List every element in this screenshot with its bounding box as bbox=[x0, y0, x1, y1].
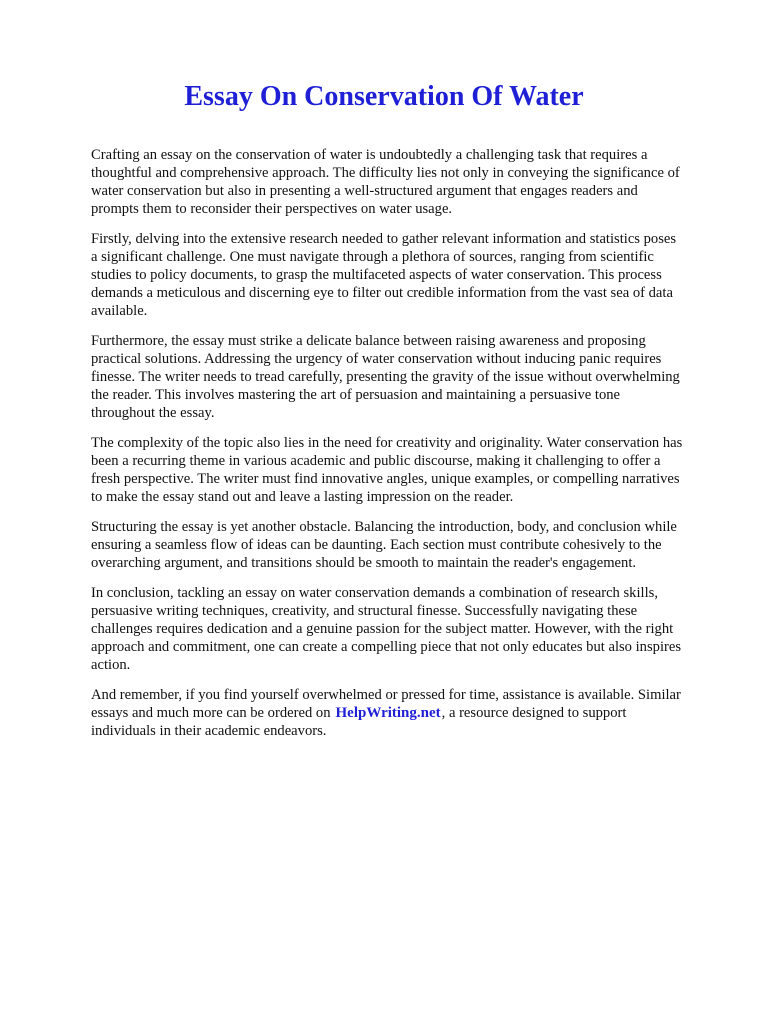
text-line: In conclusion, tackling an essay on water conservation demands a combination of research skills, bbox=[91, 585, 658, 601]
text-line: the reader. This involves mastering the art of persuasion and maintaining a persuasive tone bbox=[91, 387, 621, 403]
paragraph-4 bbox=[91, 434, 727, 506]
text-line: finesse. The writer needs to tread carefully, presenting the gravity of the issue without overwhelming bbox=[91, 369, 680, 385]
text-line: overarching argument, and transitions should be smooth to maintain the reader's engagement. bbox=[91, 555, 637, 571]
text-line: The complexity of the topic also lies in the need for creativity and originality. Water conservation has bbox=[91, 435, 683, 451]
text-line: action. bbox=[91, 657, 131, 673]
paragraph-5 bbox=[91, 518, 727, 572]
paragraph-6 bbox=[91, 584, 727, 674]
text-line: available. bbox=[91, 303, 148, 319]
text-line: And remember, if you find yourself overwhelmed or pressed for time, assistance is available. Similar bbox=[91, 687, 681, 703]
text-line: to make the essay stand out and leave a lasting impression on the reader. bbox=[91, 489, 514, 505]
text-line: water conservation but also in presenting a well-structured argument that engages readers and bbox=[91, 183, 638, 199]
text-line: ensuring a seamless flow of ideas can be daunting. Each section must contribute cohesively to the bbox=[91, 537, 662, 553]
text-line: thoughtful and comprehensive approach. The difficulty lies not only in conveying the significance of bbox=[91, 165, 680, 181]
text-line-with-link bbox=[91, 704, 727, 722]
text-line: Firstly, delving into the extensive research needed to gather relevant information and statistics poses bbox=[91, 231, 677, 247]
text-segment: essays and much more can be ordered on bbox=[91, 705, 331, 721]
text-segment: , a resource designed to support bbox=[441, 705, 627, 721]
text-line: fresh perspective. The writer must find innovative angles, unique examples, or compelling narratives bbox=[91, 471, 680, 487]
text-line: studies to policy documents, to grasp the multifaceted aspects of water conservation. This process bbox=[91, 267, 662, 283]
helpwriting-link[interactable]: HelpWriting.net bbox=[335, 705, 441, 721]
text-line: practical solutions. Addressing the urgency of water conservation without inducing panic requires bbox=[91, 351, 662, 367]
text-line: individuals in their academic endeavors. bbox=[91, 723, 327, 739]
text-line: prompts them to reconsider their perspectives on water usage. bbox=[91, 201, 453, 217]
paragraph-3 bbox=[91, 332, 727, 422]
text-line: demands a meticulous and discerning eye to filter out credible information from the vast sea of data bbox=[91, 285, 673, 301]
text-line: approach and commitment, one can create a compelling piece that not only educates but also inspires bbox=[91, 639, 682, 655]
text-line: challenges requires dedication and a genuine passion for the subject matter. However, with the right bbox=[91, 621, 674, 637]
text-line: Structuring the essay is yet another obstacle. Balancing the introduction, body, and conclusion while bbox=[91, 519, 677, 535]
essay-body bbox=[91, 146, 727, 752]
closing-paragraph bbox=[91, 686, 727, 740]
text-line: a significant challenge. One must navigate through a plethora of sources, ranging from scientific bbox=[91, 249, 654, 265]
paragraph-1 bbox=[91, 146, 727, 218]
text-line: Crafting an essay on the conservation of water is undoubtedly a challenging task that requires a bbox=[91, 147, 648, 163]
page-title: Essay On Conservation Of Water bbox=[184, 81, 584, 112]
text-line: persuasive writing techniques, creativity, and structural finesse. Successfully navigating these bbox=[91, 603, 638, 619]
text-line: Furthermore, the essay must strike a delicate balance between raising awareness and proposing bbox=[91, 333, 646, 349]
text-line: been a recurring theme in various academic and public discourse, making it challenging to offer a bbox=[91, 453, 661, 469]
text-line: throughout the essay. bbox=[91, 405, 215, 421]
paragraph-2 bbox=[91, 230, 727, 320]
